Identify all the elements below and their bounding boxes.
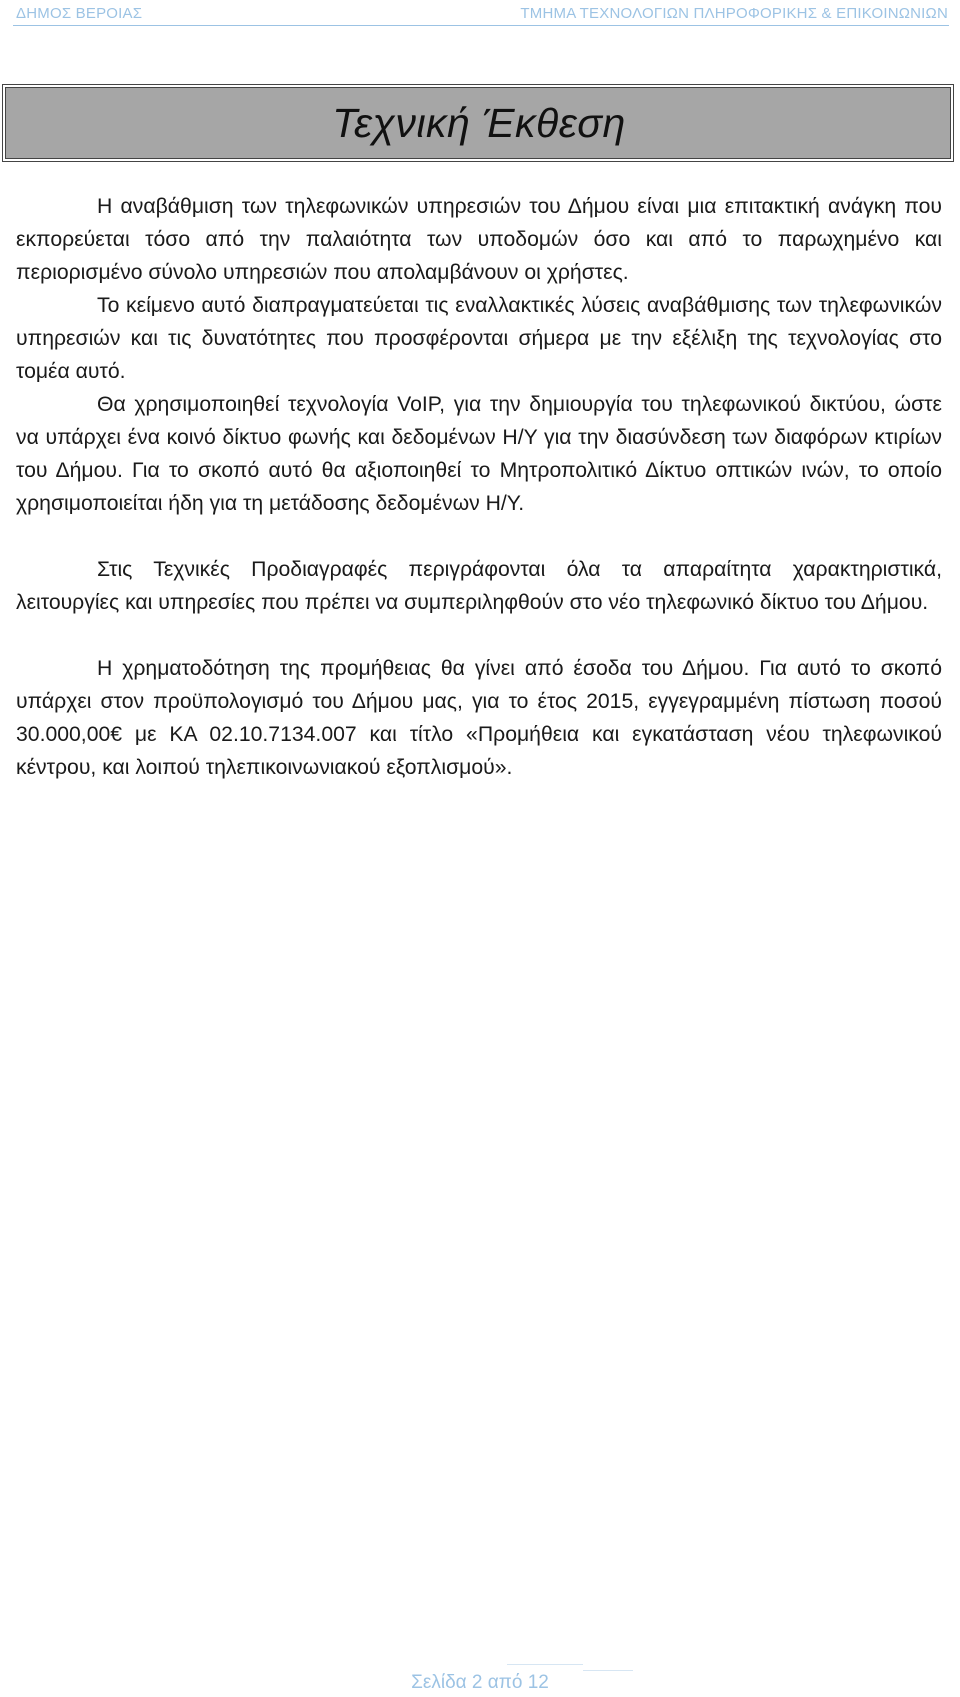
header-organization: ΔΗΜΟΣ ΒΕΡΟΙΑΣ [16,5,143,22]
title-box [2,84,954,162]
document-body [16,190,942,784]
paragraph: Το κείμενο αυτό διαπραγματεύεται τις εναλλακτικές λύσεις αναβάθμισης των τηλεφωνικών υπηρεσιών και τις δυνατότητες που προσφέρονται σήμερα με την εξέλιξη της τεχνολογίας στο τομέα αυτό. [16,294,942,383]
paragraph: Στις Τεχνικές Προδιαγραφές περιγράφονται όλα τα απαραίτητα χαρακτηριστικά, λειτουργίες και υπηρεσίες που πρέπει να συμπεριληφθούν στο νέο τηλεφωνικό δίκτυο του Δήμου. [16,558,942,614]
header-divider [13,25,949,26]
page-header [16,4,948,26]
paragraph: Θα χρησιμοποιηθεί τεχνολογία VoIP, για την δημιουργία του τηλεφωνικού δικτύου, ώστε να υπάρχει ένα κοινό δίκτυο φωνής και δεδομένων Η/Υ για την διασύνδεση των διαφόρων κτιρίων του Δήμου. Για το σκοπό αυτό θα αξιοποιηθεί το Μητροπολιτικό Δίκτυο οπτικών ινών, το οποίο χρησιμοποιείται ήδη για τη μετάδοσης δεδομένων Η/Υ. [16,393,942,515]
footer-divider [507,1664,583,1665]
footer-divider-accent [583,1670,633,1671]
paragraph: Η χρηματοδότηση της προμήθειας θα γίνει από έσοδα του Δήμου. Για αυτό το σκοπό υπάρχει στον προϋπολογισμό του Δήμου μας, για το έτος 2015, εγγεγραμμένη πίστωση ποσού 30.000,00€ με ΚΑ 02.10.7134.007 και τίτλο «Προμήθεια και εγκατάσταση νέου τηλεφωνικού κέντρου, και λοιπού τηλεπικοινωνιακού εξοπλισμού». [16,657,942,779]
document-title: Τεχνική Έκθεση [332,99,626,146]
page-number: Σελίδα 2 από 12 [411,1672,549,1693]
header-department: ΤΜΗΜΑ ΤΕΧΝΟΛΟΓΙΩΝ ΠΛΗΡΟΦΟΡΙΚΗΣ & ΕΠΙΚΟΙΝΩΝΙΩΝ [520,5,948,22]
paragraph: Η αναβάθμιση των τηλεφωνικών υπηρεσιών του Δήμου είναι μια επιτακτική ανάγκη που εκπορεύεται τόσο από την παλαιότητα των υποδομών όσο και από το παρωχημένο και περιορισμένο σύνολο υπηρεσιών που απολαμβάνουν οι χρήστες. [16,195,942,284]
title-box-inner [5,87,951,159]
